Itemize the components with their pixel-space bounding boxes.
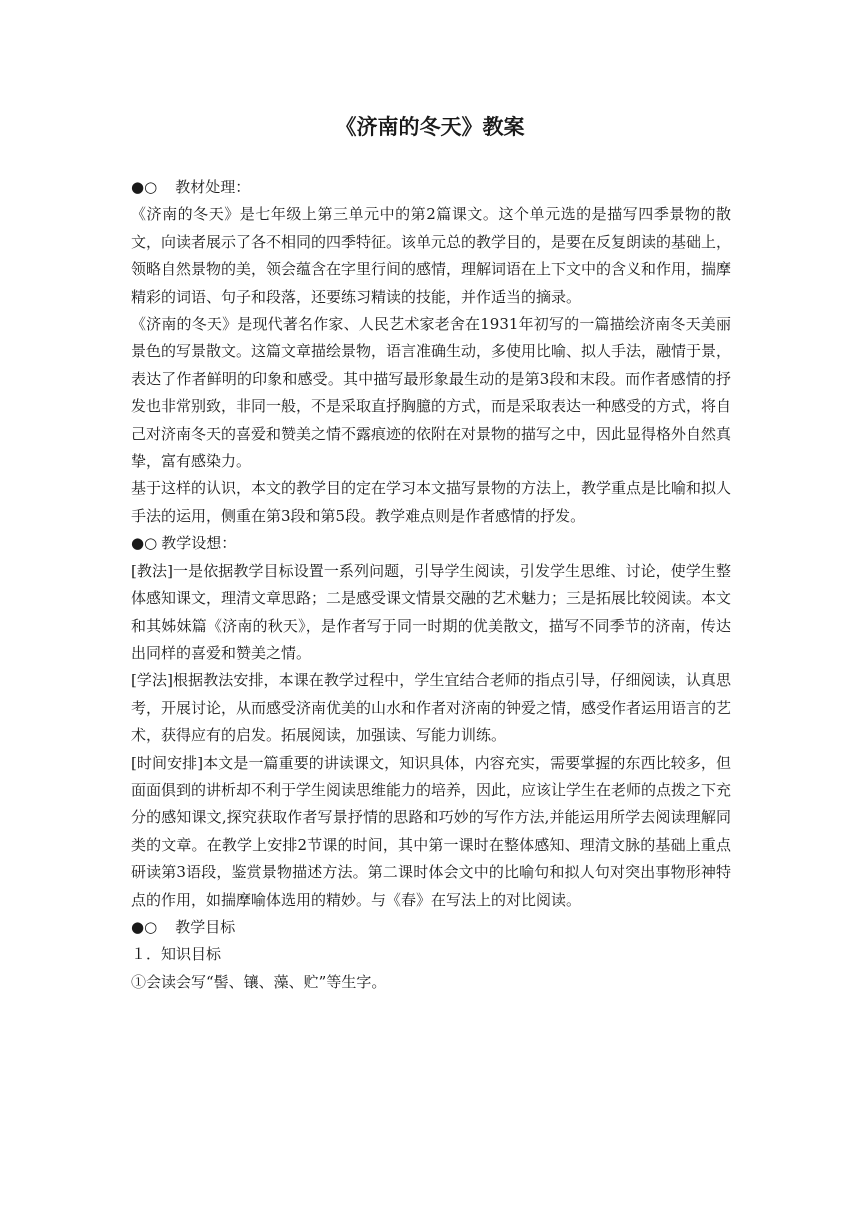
paragraph: 《济南的冬天》是七年级上第三单元中的第2篇课文。这个单元选的是描写四季景物的散文，向读者展示了各不相同的四季特征。该单元总的教学目的，是要在反复朗读的基础上，领略自然景物的美，领会蕴含在字里行间的感情，理解词语在上下文中的含义和作用，揣摩精彩的词语、句子和段落，还要练习精读的技能，并作适当的摘录。 — [131, 205, 732, 306]
paragraph: [时间安排]本文是一篇重要的讲读课文，知识具体，内容充实，需要掌握的东西比较多，但面面俱到的讲析却不利于学生阅读思维能力的培养，因此，应该让学生在老师的点拨之下充分的感知课文,探究获取作者写景抒情的思路和巧妙的写作方法,并能运用所学去阅读理解同类的文章。在教学上安排2节课的时间，其中第一课时在整体感知、理清文脉的基础上重点研读第3语段，鉴赏景物描述方法。第二课时体会文中的比喻句和拟人句对突出事物形神特点的作用，如揣摩喻体选用的精妙。与《春》在写法上的对比阅读。 — [131, 753, 732, 909]
paragraph: [学法]根据教法安排，本课在教学过程中，学生宜结合老师的指点引导，仔细阅读，认真思考，开展讨论，从而感受济南优美的山水和作者对济南的钟爱之情，感受作者运用语言的艺术，获得应有的启发。拓展阅读，加强读、写能力训练。 — [131, 671, 732, 745]
bullet-marker: ●○ — [131, 534, 158, 553]
bullet-marker: ●○ — [131, 917, 158, 936]
sub-heading: １．知识目标 — [131, 945, 222, 964]
section-heading-text: 教学目标 — [175, 917, 236, 936]
section-heading-text: 教学设想： — [161, 534, 237, 553]
document-title: 《济南的冬天》教案 — [335, 114, 525, 139]
paragraph: 《济南的冬天》是现代著名作家、人民艺术家老舍在1931年初写的一篇描绘济南冬天美丽景色的写景散文。这篇文章描绘景物，语言准确生动，多使用比喻、拟人手法，融情于景，表达了作者鲜明的印象和感受。其中描写最形象最生动的是第3段和末段。而作者感情的抒发也非常别致，非同一般，不是采取直抒胸臆的方式，而是采取表达一种感受的方式，将自己对济南冬天的喜爱和赞美之情不露痕迹的依附在对景物的描写之中，因此显得格外自然真挚，富有感染力。 — [131, 315, 732, 471]
section-heading-design — [131, 530, 731, 557]
paragraph: [教法]一是依据教学目标设置一系列问题，引导学生阅读，引发学生思维、讨论，使学生整体感知课文，理清文章思路；二是感受课文情景交融的艺术魅力；三是拓展比较阅读。本文和其姊妹篇《济南的秋天》，是作者写于同一时期的优美散文，描写不同季节的济南，传达出同样的喜爱和赞美之情。 — [131, 561, 732, 662]
section-heading-goals — [131, 914, 731, 941]
section-heading-text: 教材处理： — [175, 178, 251, 196]
list-item: ①会读会写“髻、镶、藻、贮”等生字。 — [131, 972, 387, 991]
paragraph: 基于这样的认识，本文的教学目的定在学习本文描写景物的方法上，教学重点是比喻和拟人手法的运用，侧重在第3段和第5段。教学难点则是作者感情的抒发。 — [131, 479, 732, 525]
bullet-marker: ●○ — [131, 178, 158, 196]
section-heading-materials — [131, 174, 731, 201]
document-body — [131, 174, 731, 996]
